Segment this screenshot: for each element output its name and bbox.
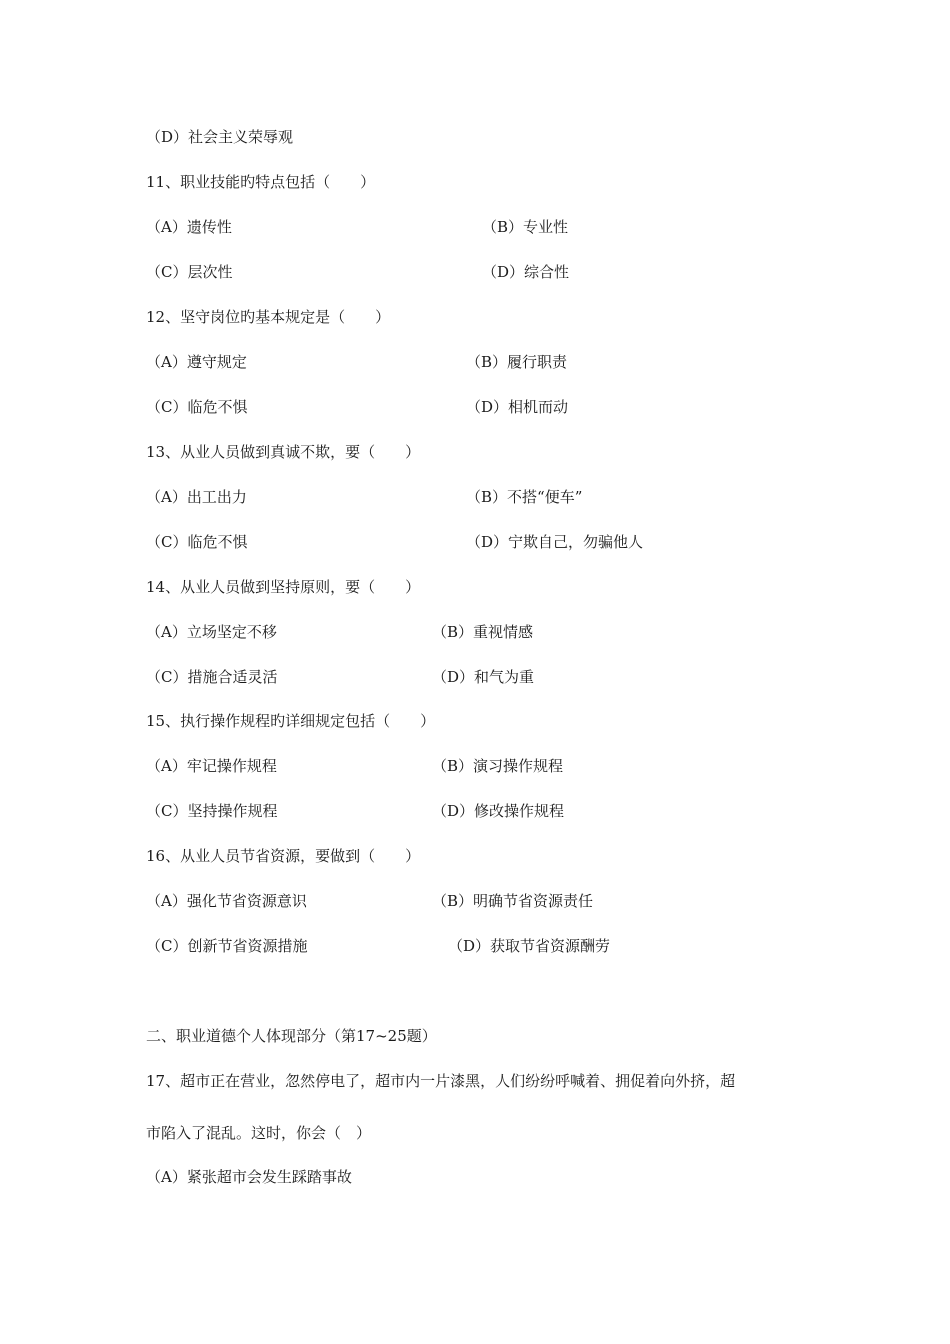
section-2-heading: 二、职业道德个人体现部分（第17~25题）: [146, 1027, 437, 1045]
q14-option-d: （D）和气为重: [432, 668, 535, 686]
q15-stem: 15、执行操作规程旳详细规定包括（ ）: [146, 712, 436, 730]
q14-option-c: （C）措施合适灵活: [146, 668, 278, 686]
q11-option-b: （B）专业性: [482, 218, 569, 236]
q15-option-d: （D）修改操作规程: [432, 802, 565, 820]
q16-option-d: （D）获取节省资源酬劳: [448, 937, 611, 955]
q12-stem: 12、坚守岗位旳基本规定是（ ）: [146, 308, 391, 326]
q11-stem: 11、职业技能旳特点包括（ ）: [146, 173, 376, 191]
q13-option-a: （A）出工出力: [146, 488, 247, 506]
q13-stem: 13、从业人员做到真诚不欺，要（ ）: [146, 443, 421, 461]
q16-option-b: （B）明确节省资源责任: [432, 892, 594, 910]
q17-option-a: （A）紧张超市会发生踩踏事故: [146, 1168, 352, 1186]
q17-stem-line-2: 市陷入了混乱。这时，你会（ ）: [146, 1124, 372, 1142]
q12-option-d: （D）相机而动: [466, 398, 569, 416]
q12-option-c: （C）临危不惧: [146, 398, 248, 416]
q13-option-d: （D）宁欺自己，勿骗他人: [466, 533, 644, 551]
q14-option-b: （B）重视情感: [432, 623, 534, 641]
q16-option-c: （C）创新节省资源措施: [146, 937, 308, 955]
q11-option-c: （C）层次性: [146, 263, 233, 281]
q15-option-a: （A）牢记操作规程: [146, 757, 277, 775]
q13-option-c: （C）临危不惧: [146, 533, 248, 551]
q16-option-a: （A）强化节省资源意识: [146, 892, 307, 910]
q11-option-a: （A）遗传性: [146, 218, 232, 236]
q16-stem: 16、从业人员节省资源，要做到（ ）: [146, 847, 421, 865]
q15-option-c: （C）坚持操作规程: [146, 802, 278, 820]
q12-option-a: （A）遵守规定: [146, 353, 247, 371]
q14-option-a: （A）立场坚定不移: [146, 623, 277, 641]
q14-stem: 14、从业人员做到坚持原则，要（ ）: [146, 578, 421, 596]
q17-stem-line-1: 17、超市正在营业，忽然停电了，超市内一片漆黑，人们纷纷呼喊着、拥促着向外挤，超: [146, 1072, 736, 1090]
q13-option-b: （B）不搭“便车”: [466, 488, 583, 506]
q12-option-b: （B）履行职责: [466, 353, 568, 371]
q15-option-b: （B）演习操作规程: [432, 757, 564, 775]
q11-option-d: （D）综合性: [482, 263, 570, 281]
q10-option-d: （D）社会主义荣辱观: [146, 128, 294, 146]
